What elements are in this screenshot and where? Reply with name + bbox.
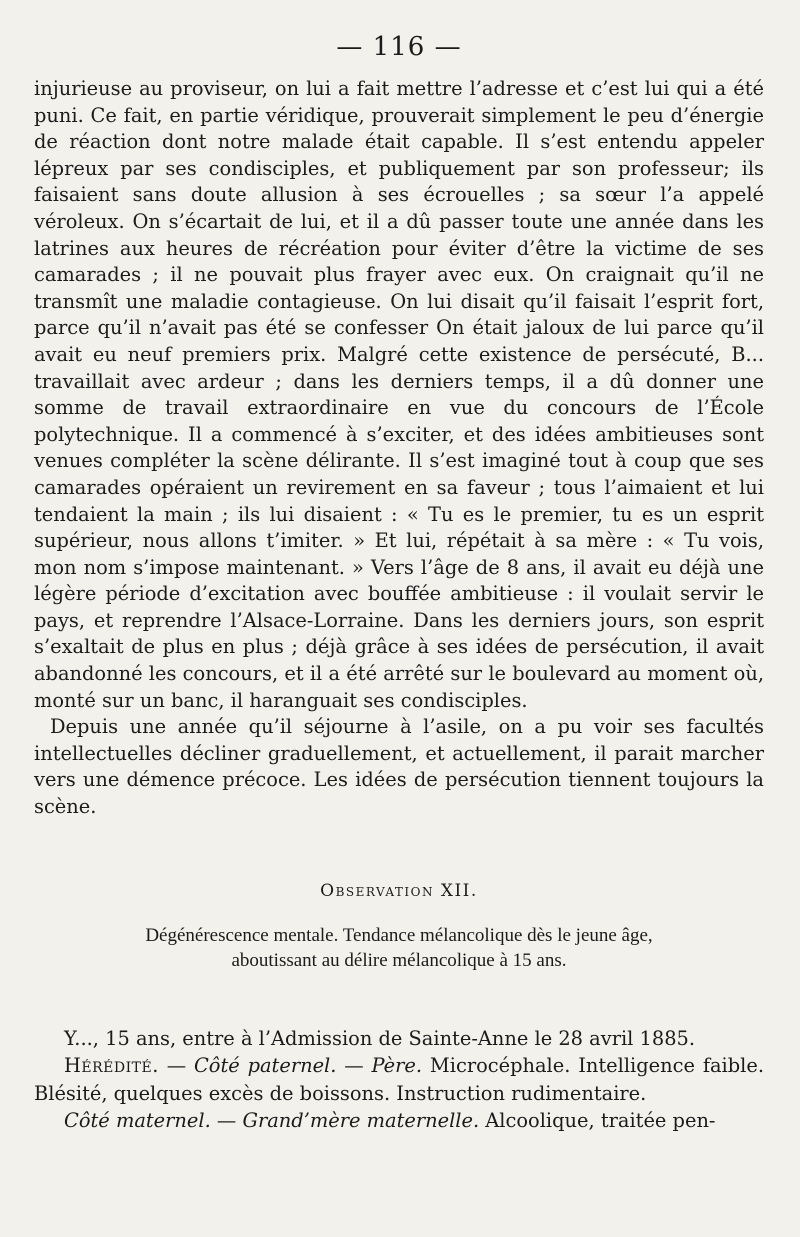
cote-paternel: Côté paternel. <box>193 1054 337 1078</box>
subtitle-line: Dégénérescence mentale. Tendance mélancolique dès le jeune âge, <box>145 924 653 946</box>
dash: — <box>158 1054 194 1078</box>
pere-text: Microcéphale. Intelligence faible. Blésité, quelques excès de boissons. Instruction rudimentaire. <box>34 1054 765 1105</box>
grand-mere-text: Alcoolique, traitée pen- <box>479 1109 716 1133</box>
case-intro: Y..., 15 ans, entre à l’Admission de Sainte-Anne le 28 avril 1885. <box>64 1026 696 1050</box>
body-text <box>34 76 764 821</box>
observation-heading: Observation XII. <box>320 880 478 901</box>
heredity-label: Hérédité. <box>64 1054 159 1078</box>
heredity-paternal <box>34 1052 764 1107</box>
subtitle-line: aboutissant au délire mélancolique à 15 ans. <box>231 949 567 971</box>
grand-mere-label: Grand’mère maternelle. <box>242 1109 480 1133</box>
paragraph-dementia: Depuis une année qu’il séjourne à l’asile, on a pu voir ses facultés intellectuelles décliner graduellement, et actuellement, il parait marcher vers une démence précoce. Les idées de persécution tiennent toujours la scène. <box>34 715 764 819</box>
heredity-maternal <box>34 1107 764 1135</box>
paragraph-continuation: injurieuse au proviseur, on lui a fait mettre l’adresse et c’est lui qui a été puni. Ce fait, en partie véridique, prouverait simplement le peu d’énergie de réaction dont notre malade était capable. Il s’est entendu appeler lépreux par ses condisciples, et publiquement par son professeur; ils faisaient sans doute allusion à ses écrouelles ; sa sœur l’a appelé véroleux. On s’écartait de lui, et il a dû passer toute une année dans les latrines aux heures de récréation pour éviter d’être la victime de ses camarades ; il ne pouvait plus frayer avec eux. On craignait qu’il ne transmît une maladie contagieuse. On lui disait qu’il faisait l’esprit fort, parce qu’il n’avait pas été se confesser On était jaloux de lui parce qu’il avait eu neuf premiers prix. Malgré cette existence de persécuté, B... travaillait avec ardeur ; dans les derniers temps, il a dû donner une somme de travail extraordinaire en vue du concours de l’École polytechnique. Il a commencé à s’exciter, et des idées ambitieuses sont venues compléter la scène délirante. Il s’est imaginé tout à coup que ses camarades opéraient un revirement en sa faveur ; tous l’aimaient et lui tendaient la main ; ils lui disaient : « Tu es le premier, tu es un esprit supérieur, nous allons t’imiter. » Et lui, répétait à sa mère : « Tu vois, mon nom s’impose maintenant. » Vers l’âge de 8 ans, il avait eu déjà une légère période d’excitation avec bouffée ambitieuse : il voulait servir le pays, et reprendre l’Alsace-Lorraine. Dans les derniers jours, son esprit s’exaltait de plus en plus ; déjà grâce à ses idées de persécution, il avait abandonné les concours, et il a été arrêté sur le boulevard au moment où, monté sur un banc, il haranguait ses condisciples. <box>34 77 764 712</box>
page-number: — 116 — <box>336 32 462 62</box>
observation-subtitle <box>34 923 764 973</box>
dash: — <box>336 1054 372 1078</box>
cote-maternel: Côté maternel. <box>64 1109 211 1133</box>
case-text <box>34 1025 764 1135</box>
dash: — <box>210 1109 243 1133</box>
pere-label: Père. <box>371 1054 423 1078</box>
